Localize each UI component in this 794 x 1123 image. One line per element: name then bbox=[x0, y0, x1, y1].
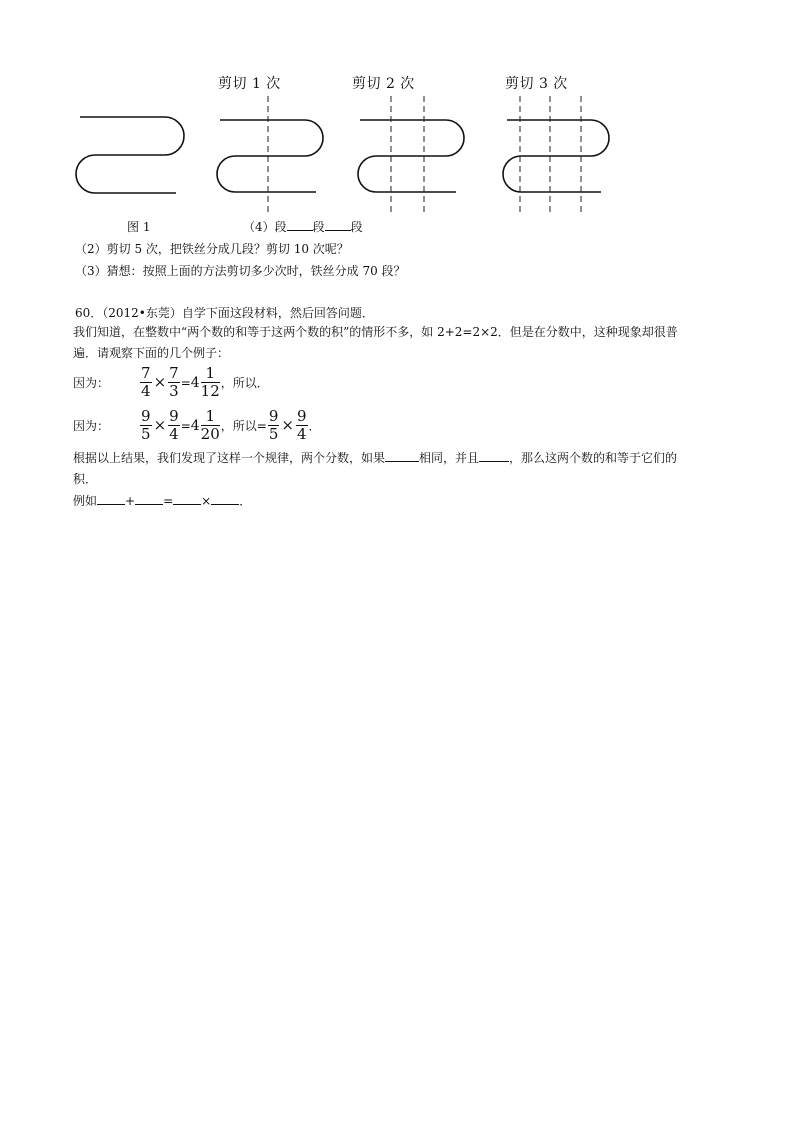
answer-blank[interactable] bbox=[325, 230, 351, 231]
fraction: $\frac{9}{4}$ bbox=[296, 407, 307, 443]
wire-fig4 bbox=[503, 120, 609, 192]
figure-1-caption: 图 1 bbox=[127, 220, 151, 234]
problem-60-intro-line2: 遍．请观察下面的几个例子： bbox=[73, 346, 230, 360]
q4-line: （4）段 段 段 bbox=[243, 220, 363, 234]
fraction: $\frac{9}{5}$ bbox=[268, 407, 279, 443]
problem-60-intro-line1: 我们知道，在整数中“两个数的和等于这两个数的积”的情形不多，如 2+2=2×2．但是在分数中，这种现象却很普 bbox=[73, 325, 678, 339]
fraction: $\frac{9}{5}$ bbox=[141, 407, 151, 443]
example-1: 因为： $\frac{7}{4}$ × $\frac{7}{3}$ = 4 $\frac{1}{12}$ ，所以． bbox=[73, 364, 269, 400]
answer-blank[interactable] bbox=[173, 504, 201, 505]
answer-blank[interactable] bbox=[97, 504, 125, 505]
wire-figure bbox=[0, 0, 794, 240]
answer-blank[interactable] bbox=[211, 504, 239, 505]
wire-fig2 bbox=[217, 120, 323, 192]
answer-blank[interactable] bbox=[287, 230, 313, 231]
cut-2-label: 剪切 2 次 bbox=[352, 76, 415, 92]
wire-fig1 bbox=[76, 117, 184, 193]
question-2: （2）剪切 5 次，把铁丝分成几段？剪切 10 次呢？ bbox=[75, 242, 349, 256]
example-line: 例如 + = × ． bbox=[73, 494, 252, 508]
rule-line2: 积． bbox=[73, 472, 98, 486]
answer-blank[interactable] bbox=[385, 461, 419, 462]
answer-blank[interactable] bbox=[479, 461, 509, 462]
fraction: $\frac{7}{3}$ bbox=[169, 364, 179, 400]
rule-line1: 根据以上结果，我们发现了这样一个规律，两个分数，如果 相同，并且 ，那么这两个数的和等于它们的 bbox=[73, 451, 678, 465]
cut-3-label: 剪切 3 次 bbox=[505, 76, 568, 92]
answer-blank[interactable] bbox=[135, 504, 163, 505]
question-3: （3）猜想：按照上面的方法剪切多少次时，铁丝分成 70 段？ bbox=[75, 264, 406, 278]
mixed-number: 4 $\frac{1}{12}$ bbox=[190, 364, 220, 400]
problem-60-header: 60．（2012•东莞）自学下面这段材料，然后回答问题． bbox=[75, 306, 374, 320]
wire-fig3 bbox=[358, 120, 464, 192]
fraction: $\frac{9}{4}$ bbox=[169, 407, 179, 443]
fraction: $\frac{7}{4}$ bbox=[141, 364, 151, 400]
example-2: 因为： $\frac{9}{5}$ × $\frac{9}{4}$ = 4 $\frac{1}{20}$ ，所以= $\frac{9}{5}$ × $\frac{9}{4}$ ． bbox=[73, 407, 321, 443]
mixed-number: 4 $\frac{1}{20}$ bbox=[190, 407, 220, 443]
cut-1-label: 剪切 1 次 bbox=[218, 76, 281, 92]
